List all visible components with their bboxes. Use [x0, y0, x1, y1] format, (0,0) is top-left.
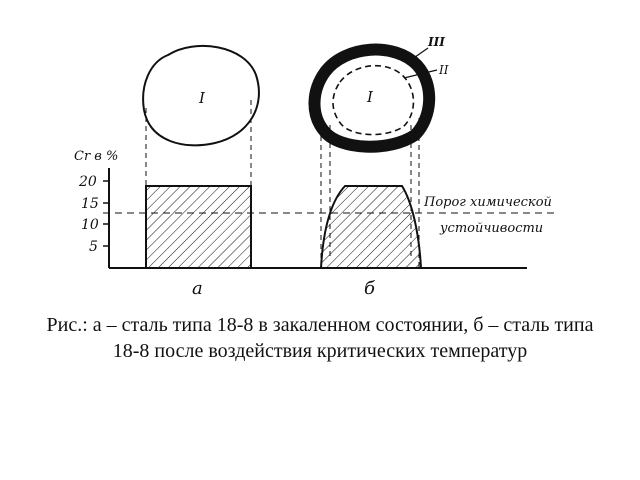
- y-tick-label-5: 5: [89, 239, 98, 255]
- cr-profile-a: [146, 186, 251, 268]
- panel-label-b: б: [364, 278, 375, 299]
- threshold-label-line2: устойчивости: [440, 221, 544, 236]
- figure-caption: Рис.: а – сталь типа 18-8 в закаленном состоянии, б – сталь типа 18-8 после воздействия критических температур: [46, 314, 594, 362]
- grain-b-core-label: I: [367, 88, 373, 106]
- grain-boundary-carbides-label: III: [428, 35, 445, 49]
- y-tick-label-20: 20: [79, 174, 97, 190]
- panel-label-a: а: [192, 278, 203, 299]
- threshold-label-line1: Порог химической: [424, 195, 552, 210]
- y-tick-label-10: 10: [81, 217, 99, 233]
- y-tick-label-15: 15: [81, 196, 99, 212]
- y-axis-label: Cr в %: [74, 149, 119, 164]
- depleted-zone-label: II: [439, 63, 449, 77]
- depleted-zone-dashed-outline: [333, 66, 413, 135]
- cr-profile-b: [321, 186, 421, 268]
- grain-a-label: I: [199, 89, 205, 107]
